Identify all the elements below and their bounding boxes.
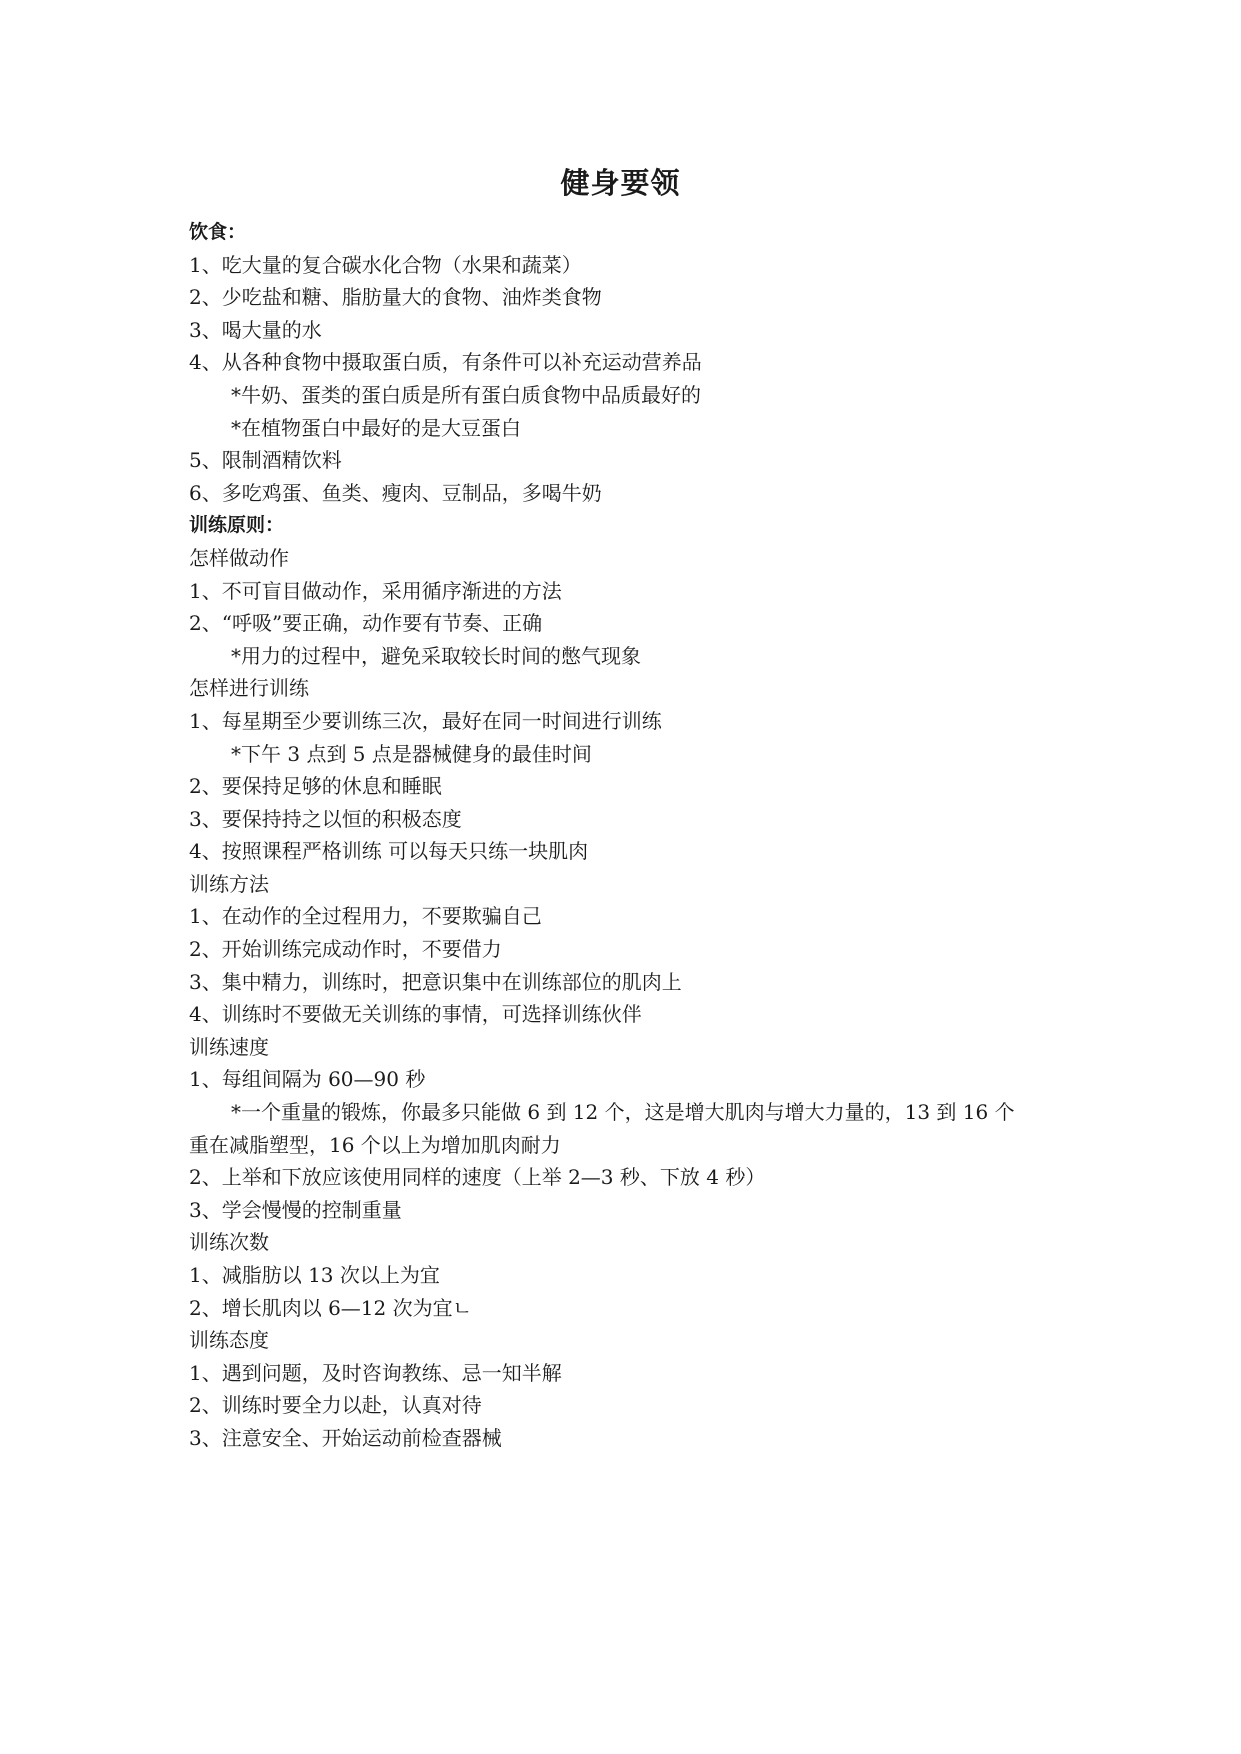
text-line: 6、多吃鸡蛋、鱼类、瘦肉、豆制品，多喝牛奶 (189, 480, 602, 505)
text-line: 3、喝大量的水 (189, 317, 322, 342)
text-line: 1、每星期至少要训练三次，最好在同一时间进行训练 (189, 708, 662, 733)
text-line: 3、要保持持之以恒的积极态度 (189, 806, 462, 831)
text-line: 训练方法 (189, 871, 269, 896)
indented-note: *下午 3 点到 5 点是器械健身的最佳时间 (231, 741, 592, 766)
section-heading: 训练原则： (189, 514, 285, 537)
indented-note: *一个重量的锻炼，你最多只能做 6 到 12 个，这是增大肌肉与增大力量的，13 到 16 个 (231, 1100, 1015, 1125)
indented-note: *牛奶、蛋类的蛋白质是所有蛋白质食物中品质最好的 (231, 382, 701, 407)
text-line: 4、训练时不要做无关训练的事情，可选择训练伙伴 (189, 1002, 642, 1027)
document-body (189, 216, 1069, 1455)
text-line: 重在减脂塑型，16 个以上为增加肌肉耐力 (189, 1132, 561, 1157)
text-line: 3、集中精力，训练时，把意识集中在训练部位的肌肉上 (189, 969, 682, 994)
text-line: 1、每组间隔为 60—90 秒 (189, 1067, 426, 1092)
text-line: 3、注意安全、开始运动前检查器械 (189, 1425, 502, 1450)
text-line: 2、少吃盐和糖、脂肪量大的食物、油炸类食物 (189, 285, 602, 310)
text-line: 1、吃大量的复合碳水化合物（水果和蔬菜） (189, 252, 582, 277)
text-line: 2、“呼吸”要正确，动作要有节奏、正确 (189, 611, 543, 636)
text-line: 4、按照课程严格训练 可以每天只练一块肌肉 (189, 839, 589, 864)
text-line: 3、学会慢慢的控制重量 (189, 1197, 402, 1222)
text-line: 1、减脂肪以 13 次以上为宜 (189, 1263, 440, 1287)
text-line: 训练态度 (189, 1328, 269, 1353)
text-line: 2、训练时要全力以赴，认真对待 (189, 1393, 482, 1418)
text-line: 怎样进行训练 (189, 676, 309, 701)
text-line: 2、要保持足够的休息和睡眠 (189, 774, 442, 799)
text-line: 5、限制酒精饮料 (189, 448, 342, 473)
text-line: 训练次数 (189, 1230, 269, 1255)
indented-note: *在植物蛋白中最好的是大豆蛋白 (231, 415, 521, 440)
text-line: 怎样做动作 (189, 545, 289, 570)
text-line: 1、不可盲目做动作，采用循序渐进的方法 (189, 578, 562, 603)
text-line: 2、增长肌肉以 6—12 次为宜ㄴ (189, 1295, 472, 1320)
text-line: 1、遇到问题，及时咨询教练、忌一知半解 (189, 1360, 562, 1385)
document-title: 健身要领 (560, 166, 681, 200)
text-line: 4、从各种食物中摄取蛋白质，有条件可以补充运动营养品 (189, 350, 702, 375)
text-line: 2、开始训练完成动作时，不要借力 (189, 937, 502, 962)
text-line: 训练速度 (189, 1034, 269, 1059)
section-heading: 饮食： (189, 221, 247, 243)
indented-note: *用力的过程中，避免采取较长时间的憋气现象 (231, 643, 641, 668)
text-line: 1、在动作的全过程用力，不要欺骗自己 (189, 904, 542, 929)
text-line: 2、上举和下放应该使用同样的速度（上举 2—3 秒、下放 4 秒） (189, 1165, 766, 1190)
